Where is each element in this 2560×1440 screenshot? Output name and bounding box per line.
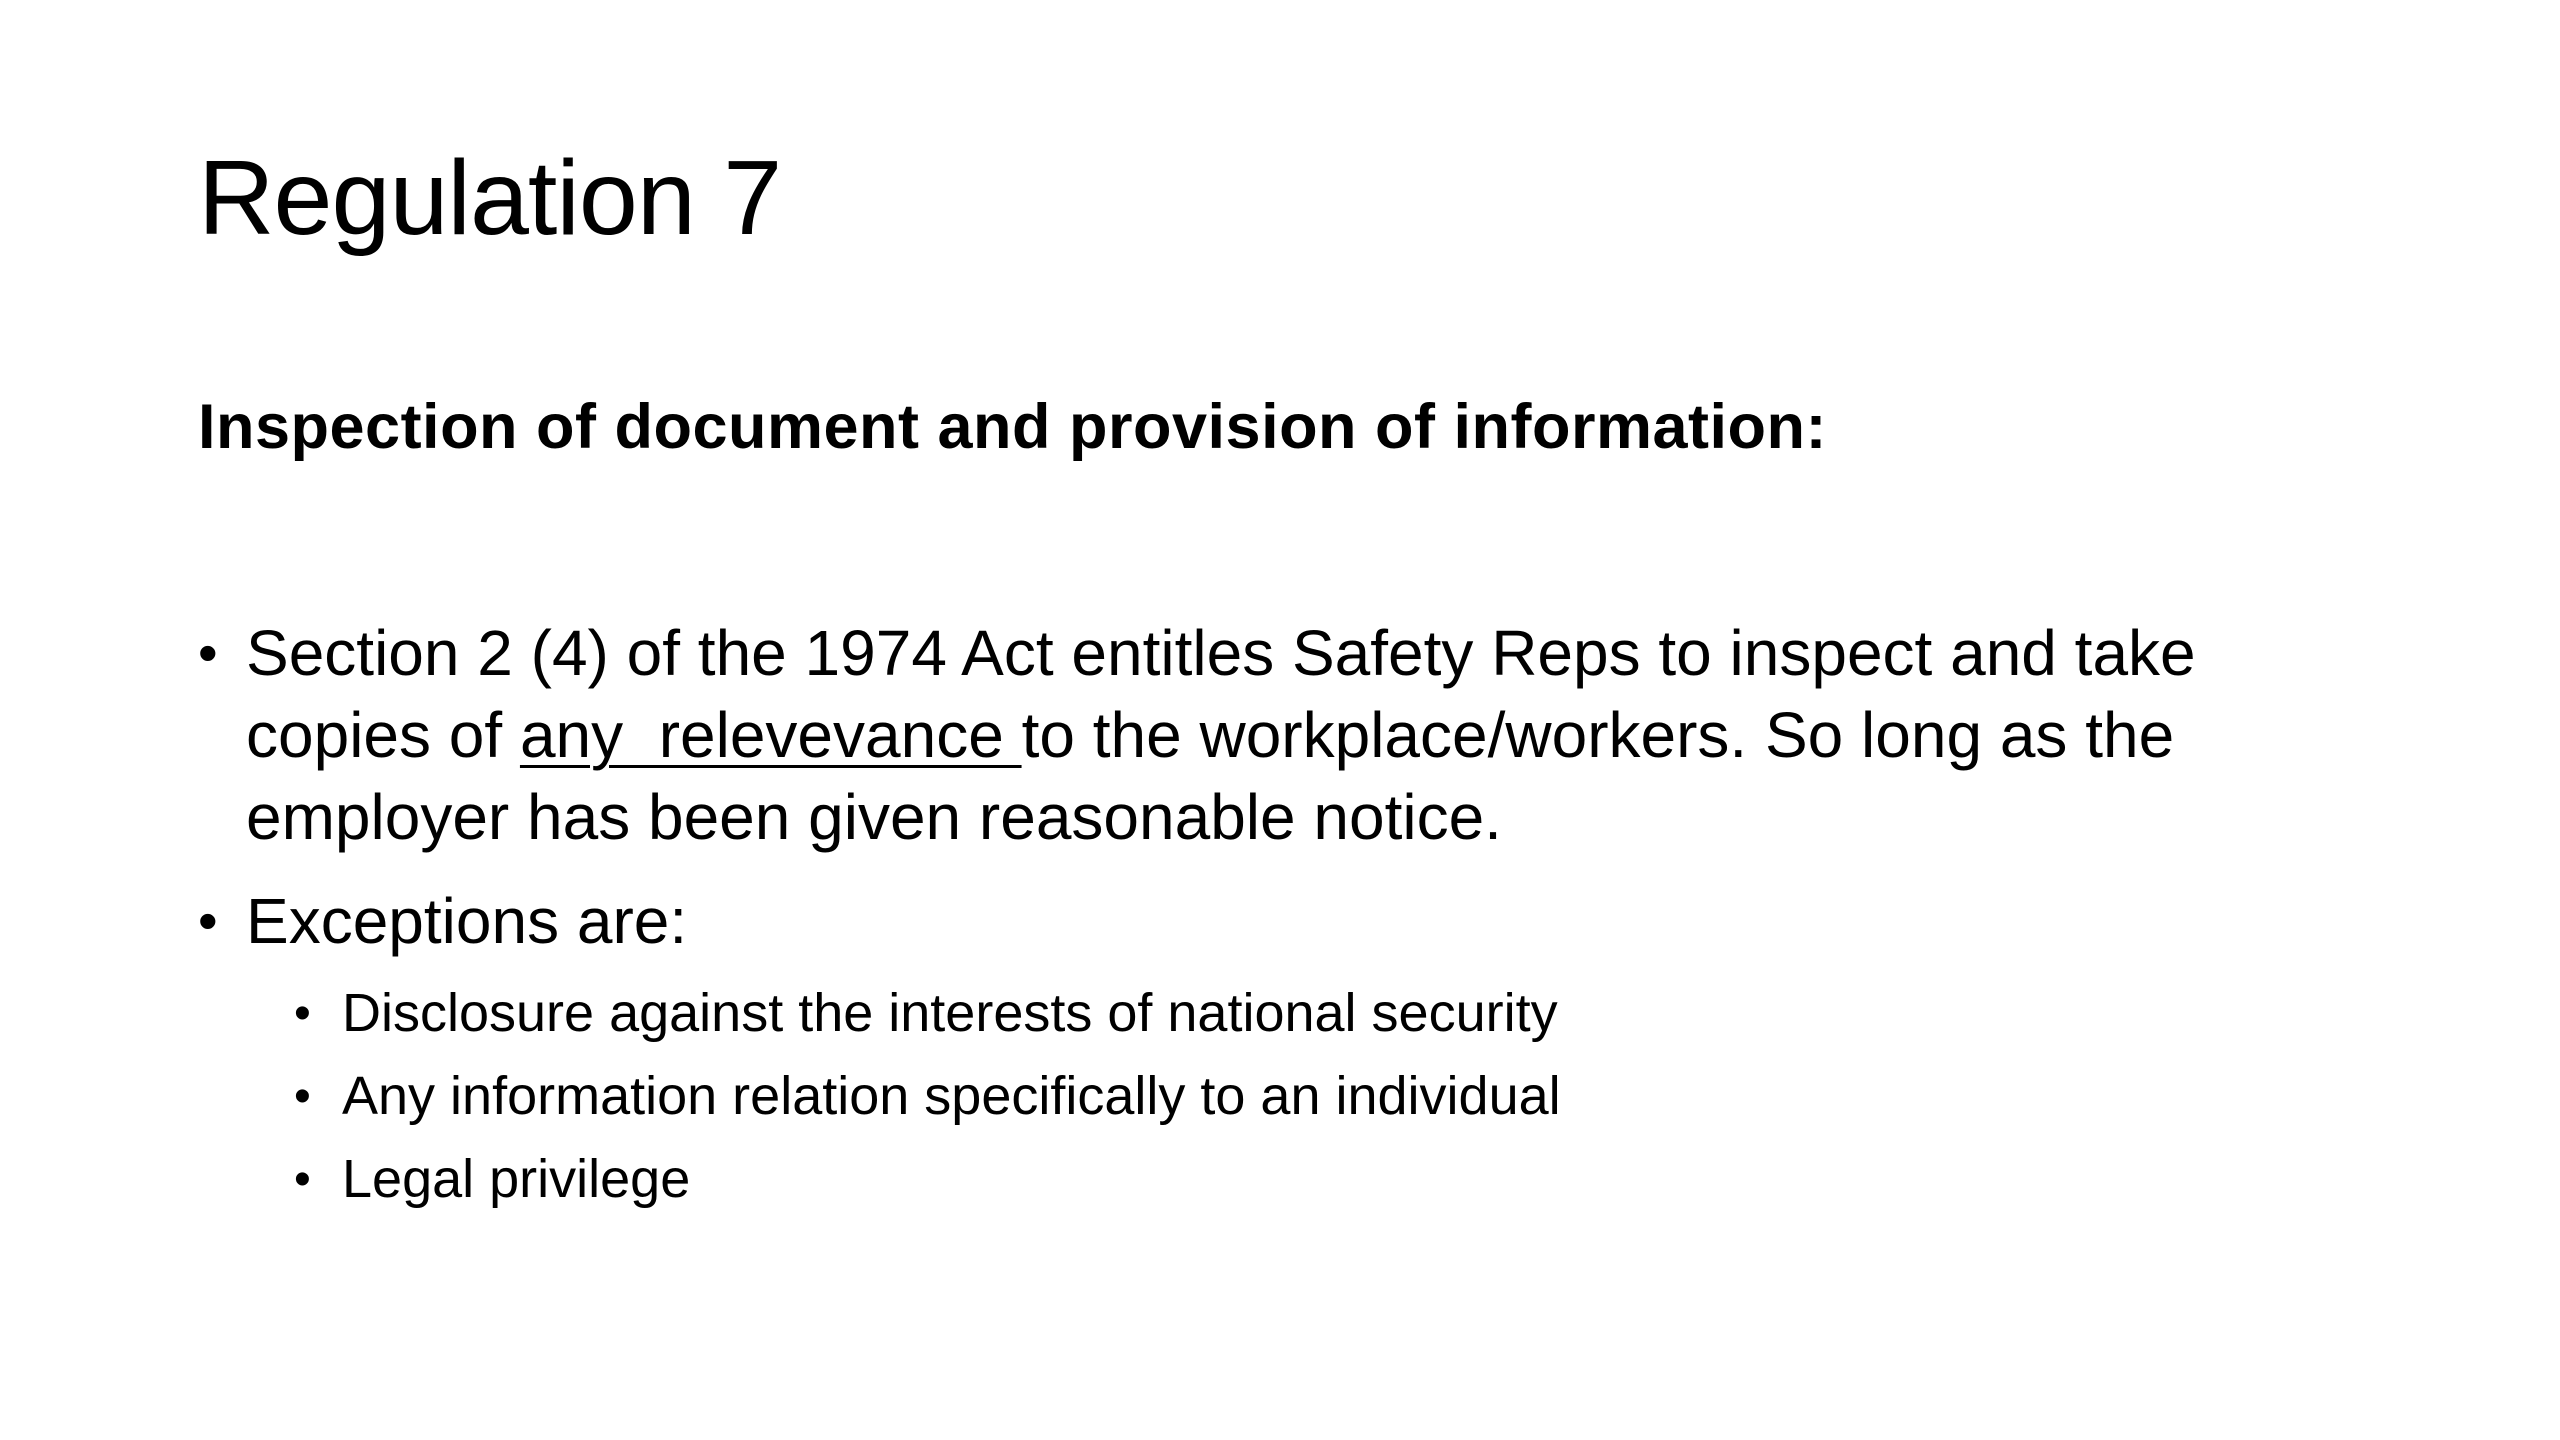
slide-title: Regulation 7 bbox=[198, 139, 782, 257]
underlined-text: any relevevance bbox=[519, 699, 1022, 771]
sub-bullet-item: • Disclosure against the interests of national security bbox=[294, 972, 2398, 1055]
bullet-item-section-2-4 bbox=[198, 612, 2398, 858]
bullet-text: Section 2 (4) of the 1974 Act entitles Safety Reps to inspect and take copies of bbox=[246, 617, 2196, 771]
sub-bullet-item: • Legal privilege bbox=[294, 1138, 2398, 1221]
bullet-text: Exceptions are: bbox=[246, 885, 688, 957]
sub-bullet-item: • Any information relation specifically to an individual bbox=[294, 1055, 2398, 1138]
section-heading: Inspection of document and provision of information: bbox=[198, 392, 1827, 462]
bullet-item-exceptions bbox=[198, 880, 2398, 1221]
bullet-text-continued: to the workplace/workers. So long as the employer has been given reasonable notice. bbox=[246, 699, 2175, 853]
bullet-list bbox=[198, 612, 2398, 1243]
sub-bullet-list bbox=[246, 972, 2398, 1221]
